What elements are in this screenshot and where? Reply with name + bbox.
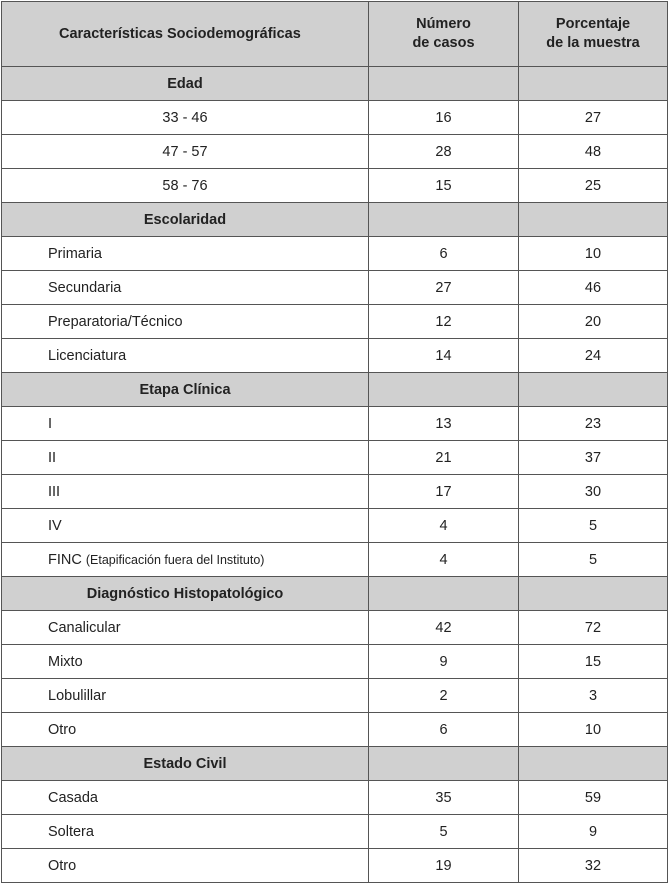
percentage: 25 bbox=[519, 169, 668, 203]
empty-cell bbox=[369, 67, 519, 101]
row-label: Lobulillar bbox=[2, 679, 369, 713]
empty-cell bbox=[519, 577, 668, 611]
percentage: 10 bbox=[519, 237, 668, 271]
empty-cell bbox=[519, 747, 668, 781]
section-row-edad bbox=[2, 67, 668, 101]
percentage: 23 bbox=[519, 407, 668, 441]
row-label-note: (Etapificación fuera del Instituto) bbox=[85, 552, 265, 567]
case-count: 12 bbox=[369, 305, 519, 339]
row-label: Preparatoria/Técnico bbox=[2, 305, 369, 339]
case-count: 16 bbox=[369, 101, 519, 135]
table-row bbox=[2, 339, 668, 373]
row-label: IV bbox=[2, 509, 369, 543]
table-row bbox=[2, 645, 668, 679]
percentage: 37 bbox=[519, 441, 668, 475]
section-title: Diagnóstico Histopatológico bbox=[2, 577, 369, 611]
table-row bbox=[2, 815, 668, 849]
percentage: 10 bbox=[519, 713, 668, 747]
row-label: I bbox=[2, 407, 369, 441]
percentage: 5 bbox=[519, 509, 668, 543]
table-row bbox=[2, 611, 668, 645]
table-row bbox=[2, 101, 668, 135]
empty-cell bbox=[519, 373, 668, 407]
table-row bbox=[2, 543, 668, 577]
empty-cell bbox=[369, 203, 519, 237]
row-label: Soltera bbox=[2, 815, 369, 849]
row-label: 47 - 57 bbox=[2, 135, 369, 169]
empty-cell bbox=[519, 203, 668, 237]
section-title: Escolaridad bbox=[2, 203, 369, 237]
table-row bbox=[2, 407, 668, 441]
case-count: 19 bbox=[369, 849, 519, 883]
section-title: Edad bbox=[2, 67, 369, 101]
row-label: Primaria bbox=[2, 237, 369, 271]
header-case-count: Número de casos bbox=[369, 2, 519, 67]
row-label: Otro bbox=[2, 713, 369, 747]
row-label: 58 - 76 bbox=[2, 169, 369, 203]
case-count: 4 bbox=[369, 509, 519, 543]
table-row bbox=[2, 509, 668, 543]
case-count: 6 bbox=[369, 713, 519, 747]
table-row bbox=[2, 475, 668, 509]
table-row bbox=[2, 237, 668, 271]
section-row-escolaridad bbox=[2, 203, 668, 237]
case-count: 35 bbox=[369, 781, 519, 815]
percentage: 24 bbox=[519, 339, 668, 373]
percentage: 72 bbox=[519, 611, 668, 645]
empty-cell bbox=[519, 67, 668, 101]
section-row-etapa-clinica bbox=[2, 373, 668, 407]
header-sample-percentage: Porcentaje de la muestra bbox=[519, 2, 668, 67]
empty-cell bbox=[369, 747, 519, 781]
table-row bbox=[2, 441, 668, 475]
percentage: 15 bbox=[519, 645, 668, 679]
case-count: 5 bbox=[369, 815, 519, 849]
empty-cell bbox=[369, 373, 519, 407]
percentage: 59 bbox=[519, 781, 668, 815]
row-label: II bbox=[2, 441, 369, 475]
case-count: 21 bbox=[369, 441, 519, 475]
percentage: 27 bbox=[519, 101, 668, 135]
percentage: 3 bbox=[519, 679, 668, 713]
percentage: 46 bbox=[519, 271, 668, 305]
percentage: 32 bbox=[519, 849, 668, 883]
row-label: Mixto bbox=[2, 645, 369, 679]
case-count: 9 bbox=[369, 645, 519, 679]
table-row bbox=[2, 713, 668, 747]
case-count: 17 bbox=[369, 475, 519, 509]
row-label: 33 - 46 bbox=[2, 101, 369, 135]
percentage: 9 bbox=[519, 815, 668, 849]
case-count: 2 bbox=[369, 679, 519, 713]
header-row bbox=[2, 2, 668, 67]
table-row bbox=[2, 305, 668, 339]
percentage: 20 bbox=[519, 305, 668, 339]
sociodemographic-table bbox=[1, 1, 668, 883]
row-label: Secundaria bbox=[2, 271, 369, 305]
section-title: Estado Civil bbox=[2, 747, 369, 781]
row-label-finc bbox=[2, 543, 369, 577]
percentage: 48 bbox=[519, 135, 668, 169]
row-label: Casada bbox=[2, 781, 369, 815]
case-count: 13 bbox=[369, 407, 519, 441]
empty-cell bbox=[369, 577, 519, 611]
table-row bbox=[2, 271, 668, 305]
case-count: 27 bbox=[369, 271, 519, 305]
case-count: 15 bbox=[369, 169, 519, 203]
case-count: 6 bbox=[369, 237, 519, 271]
header-characteristics: Características Sociodemográficas bbox=[2, 2, 369, 67]
percentage: 5 bbox=[519, 543, 668, 577]
table-row bbox=[2, 781, 668, 815]
case-count: 42 bbox=[369, 611, 519, 645]
row-label: Canalicular bbox=[2, 611, 369, 645]
case-count: 4 bbox=[369, 543, 519, 577]
case-count: 28 bbox=[369, 135, 519, 169]
table-row bbox=[2, 169, 668, 203]
table-row bbox=[2, 135, 668, 169]
row-label: III bbox=[2, 475, 369, 509]
section-row-estado-civil bbox=[2, 747, 668, 781]
section-row-diagnostico bbox=[2, 577, 668, 611]
row-label: Otro bbox=[2, 849, 369, 883]
table-row bbox=[2, 679, 668, 713]
case-count: 14 bbox=[369, 339, 519, 373]
section-title: Etapa Clínica bbox=[2, 373, 369, 407]
row-label: FINC bbox=[48, 551, 82, 568]
percentage: 30 bbox=[519, 475, 668, 509]
table-row bbox=[2, 849, 668, 883]
row-label: Licenciatura bbox=[2, 339, 369, 373]
